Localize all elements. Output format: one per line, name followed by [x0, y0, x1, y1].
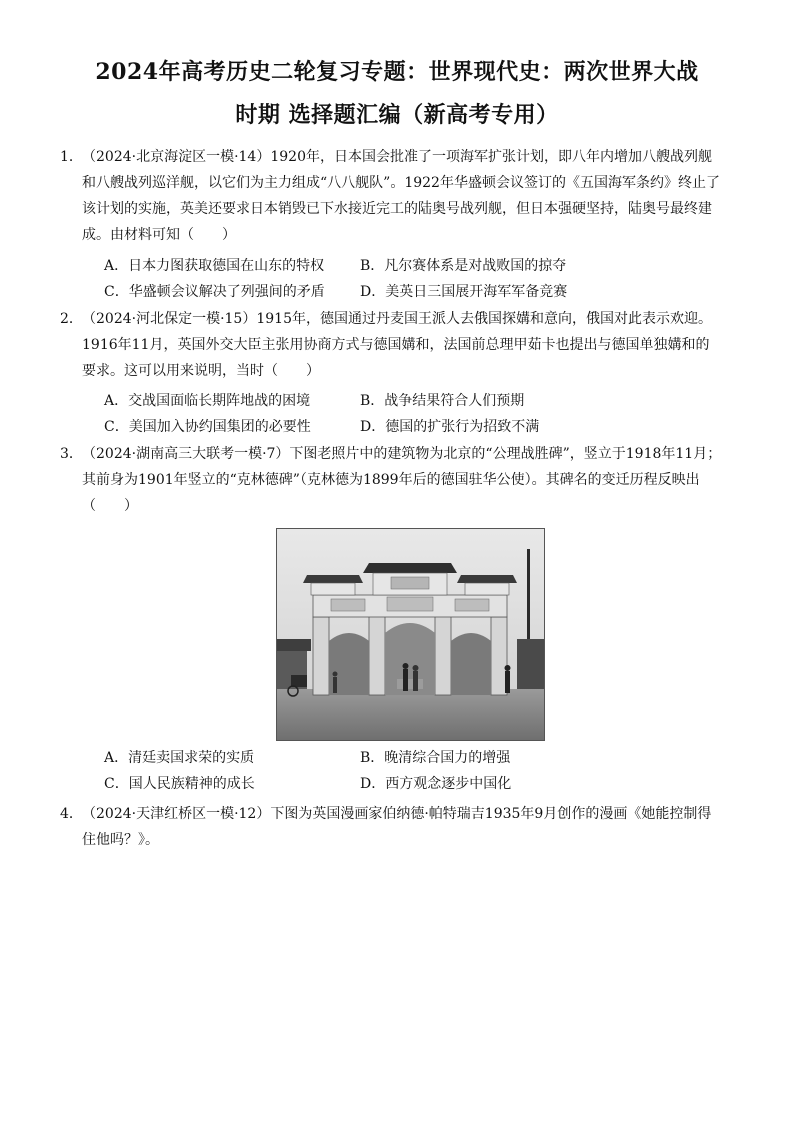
question-1	[60, 144, 722, 248]
question-2	[60, 306, 722, 384]
question-number: 2．	[60, 311, 83, 327]
question-number: 4．	[60, 806, 83, 822]
option-a: A．交战国面临长期阵地战的困境	[104, 393, 311, 409]
option-d: D．西方观念逐步中国化	[360, 776, 512, 792]
question-text: （2024·北京海淀区一模·14）1920年，日本国会批准了一项海军扩张计划，即八年内增加八艘战列舰和八艘战列巡洋舰，以它们为主力组成“八八舰队”。1922年华盛顿会议签订的《五国海军条约》终止了该计划的实施，英美还要求日本销毁已下水接近完工的陆奥号战列舰，但日本强硬坚持，陆奥号最终建成。由材料可知（ ）	[82, 149, 720, 243]
question-number: 3．	[60, 446, 83, 462]
option-b: B．凡尔赛体系是对战败国的掠夺	[360, 258, 567, 274]
memorial-archway-photo	[276, 528, 545, 741]
question-text: （2024·天津红桥区一模·12）下图为英国漫画家伯纳德·帕特瑞吉1935年9月创作的漫画《她能控制得住他吗？》。	[82, 806, 712, 848]
option-d: D．德国的扩张行为招致不满	[360, 419, 540, 435]
question-3	[60, 441, 722, 519]
option-c: C．华盛顿会议解决了列强间的矛盾	[104, 284, 325, 300]
option-a: A．清廷卖国求荣的实质	[104, 750, 255, 766]
question-4	[60, 801, 722, 853]
question-number: 1．	[60, 149, 83, 165]
option-b: B．战争结果符合人们预期	[360, 393, 525, 409]
document-title-line-1: 2024年高考历史二轮复习专题：世界现代史：两次世界大战	[95, 59, 699, 85]
question-text: （2024·河北保定一模·15）1915年，德国通过丹麦国王派人去俄国探媾和意向，俄国对此表示欢迎。1916年11月，英国外交大臣主张用协商方式与德国媾和，法国前总理甲茹卡也提出与德国单独媾和的要求。这可以用来说明，当时（ ）	[82, 311, 712, 379]
option-d: D．美英日三国展开海军军备竞赛	[360, 284, 568, 300]
archway-illustration	[277, 529, 544, 740]
document-title-line-2: 时期 选择题汇编（新高考专用）	[235, 102, 559, 128]
option-b: B．晚清综合国力的增强	[360, 750, 511, 766]
question-1-options	[104, 253, 704, 305]
option-a: A．日本力图获取德国在山东的特权	[104, 258, 325, 274]
option-c: C．美国加入协约国集团的必要性	[104, 419, 311, 435]
option-c: C．国人民族精神的成长	[104, 776, 255, 792]
question-3-options	[104, 745, 704, 797]
question-2-options	[104, 388, 704, 440]
question-text: （2024·湖南高三大联考一模·7）下图老照片中的建筑物为北京的“公理战胜碑”，竖立于1918年11月；其前身为1901年竖立的“克林德碑”（克林德为1899年后的德国驻华公使）。其碑名的变迁历程反映出（ ）	[82, 446, 722, 514]
